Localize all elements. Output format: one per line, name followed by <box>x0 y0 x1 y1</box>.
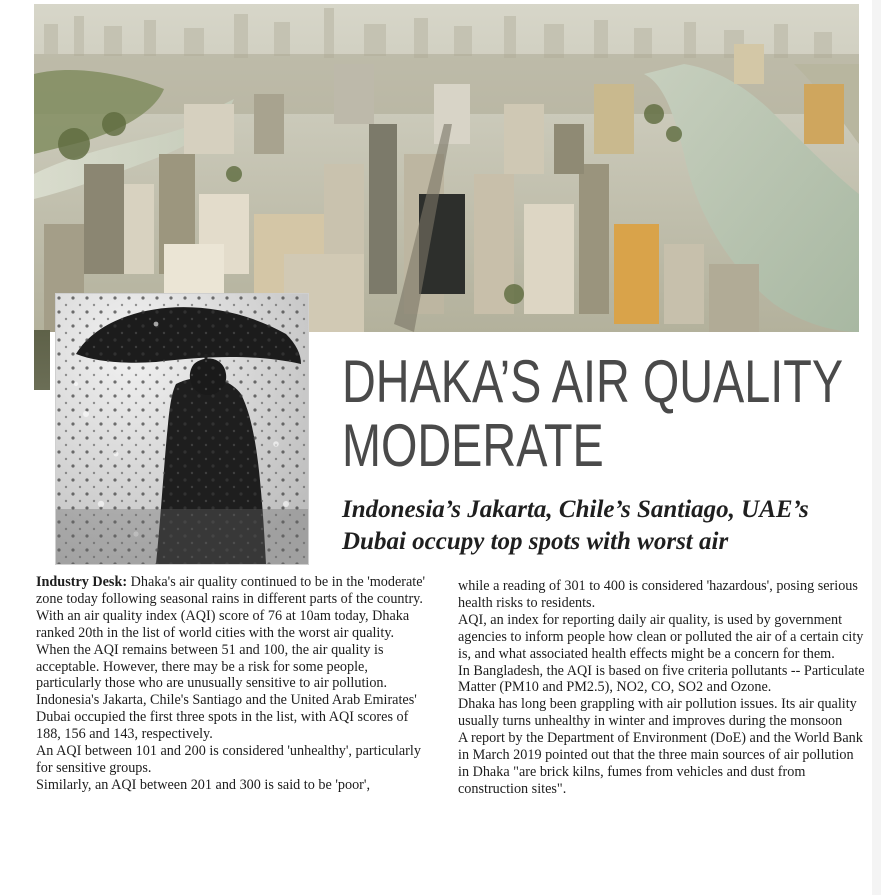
city-illustration <box>34 4 859 332</box>
article-column-left <box>36 574 436 794</box>
paragraph: while a reading of 301 to 400 is considered 'hazardous', posing serious health risks to residents. <box>458 578 858 611</box>
paragraph: With an air quality index (AQI) score of 76 at 10am today, Dhaka ranked 20th in the list of world cities with the worst air quality. <box>36 607 410 641</box>
paragraph: In Bangladesh, the AQI is based on five criteria pollutants -- Particulate Matter (PM10 and PM2.5), NO2, CO, SO2 and Ozone. <box>458 662 865 696</box>
article-headline <box>342 348 844 479</box>
umbrella-illustration <box>56 294 308 564</box>
article-subheadline: Indonesia’s Jakarta, Chile’s Santiago, UAE’s Dubai occupy top spots with worst air <box>342 496 809 555</box>
article-column-right <box>458 578 868 798</box>
paragraph: Dhaka has long been grappling with air pollution issues. Its air quality usually turns unhealthy in winter and improves during the monsoon <box>458 696 857 730</box>
paragraph: Similarly, an AQI between 201 and 300 is said to be 'poor', <box>36 776 370 793</box>
paragraph: Indonesia's Jakarta, Chile's Santiago and the United Arab Emirates' Dubai occupied the first three spots in the list, with AQI scores of 188, 156 and 143, respectively. <box>36 692 417 743</box>
paragraph: A report by the Department of Environment (DoE) and the World Bank in March 2019 pointed out that the three main sources of air pollution in Dhaka "are brick kilns, fumes from vehicles and dust from construction sites". <box>458 730 863 797</box>
headline-line-2: MODERATE <box>342 412 604 479</box>
paragraph: When the AQI remains between 51 and 100, the air quality is acceptable. However, there may be a risk for some people, particularly those who are unusually sensitive to air pollution. <box>36 641 388 692</box>
city-aerial-photo <box>34 4 859 332</box>
paragraph: An AQI between 101 and 200 is considered 'unhealthy', particularly for sensitive groups. <box>36 743 421 776</box>
paragraph-text: Dhaka's air quality continued to be in the 'moderate' zone today following seasonal rains in different parts of the country. <box>36 574 426 607</box>
paragraph: AQI, an index for reporting daily air quality, is used by government agencies to inform people how clean or polluted the air of a certain city is, and what associated health effects might be a concern for them. <box>458 611 864 662</box>
umbrella-rain-photo <box>56 294 308 564</box>
paragraph <box>36 574 436 608</box>
photo-edge-shadow <box>34 330 50 390</box>
byline: Industry Desk: <box>36 574 128 590</box>
headline-line-1: DHAKA’S AIR QUALITY <box>342 348 844 415</box>
page-edge <box>872 0 881 895</box>
